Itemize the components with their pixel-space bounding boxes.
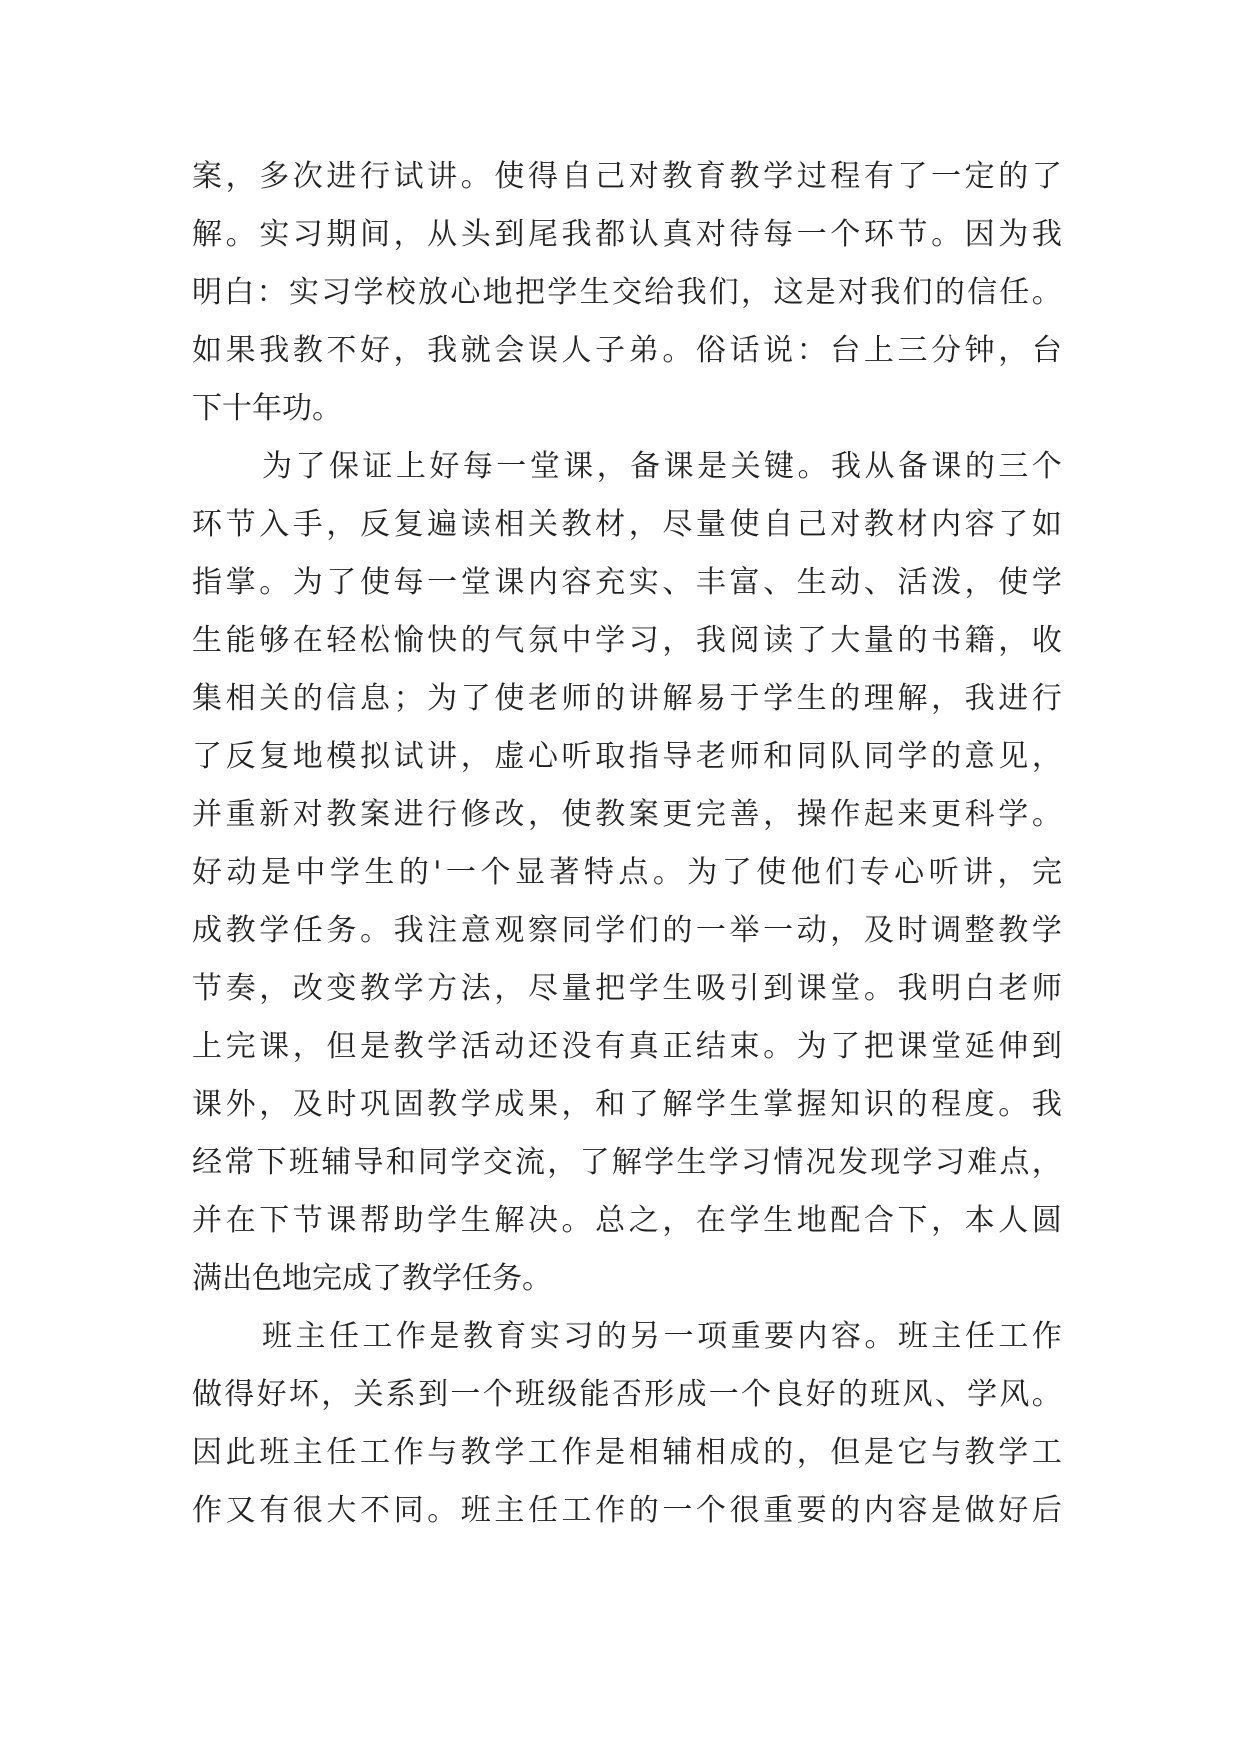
text-line: 集 相 关 的 信 息 ； 为 了 使 老 师 的 讲 解 易 于 学 生 的 理 解 ， 我 进 行	[192, 681, 1062, 716]
text-line: 班 主 任 工 作 是 教 育 实 习 的 另 一 项 重 要 内 容 。 班 主 任 工 作	[262, 1319, 1062, 1354]
text-line: 满出色地完成了教学任务。	[192, 1261, 552, 1296]
text-line: 课 外 ， 及 时 巩 固 教 学 成 果 ， 和 了 解 学 生 掌 握 知 识 的 程 度 。 我	[192, 1087, 1062, 1122]
text-line: 为 了 保 证 上 好 每 一 堂 课 ， 备 课 是 关 键 。 我 从 备 课 的 三 个	[262, 449, 1062, 484]
text-line: 做 得 好 坏 ， 关 系 到 一 个 班 级 能 否 形 成 一 个 良 好 的 班 风 、 学 风 。	[192, 1377, 1062, 1412]
document-body	[192, 148, 1062, 1540]
text-line: 因 此 班 主 任 工 作 与 教 学 工 作 是 相 辅 相 成 的 ， 但 是 它 与 教 学 工	[192, 1435, 1062, 1470]
text-line: 上 完 课 ， 但 是 教 学 活 动 还 没 有 真 正 结 束 。 为 了 把 课 堂 延 伸 到	[192, 1029, 1062, 1064]
text-line: 好 动 是 中 学 生 的 ' 一 个 显 著 特 点 。 为 了 使 他 们 专 心 听 讲 ， 完	[192, 855, 1062, 890]
text-line: 指 掌 。 为 了 使 每 一 堂 课 内 容 充 实 、 丰 富 、 生 动 、 活 泼 ， 使 学	[192, 565, 1062, 600]
text-line: 作 又 有 很 大 不 同 。 班 主 任 工 作 的 一 个 很 重 要 的 内 容 是 做 好 后	[192, 1493, 1062, 1528]
text-line: 生 能 够 在 轻 松 愉 快 的 气 氛 中 学 习 ， 我 阅 读 了 大 量 的 书 籍 ， 收	[192, 623, 1062, 658]
text-line: 明 白 ： 实 习 学 校 放 心 地 把 学 生 交 给 我 们 ， 这 是 对 我 们 的 信 任 。	[192, 275, 1062, 310]
text-line: 如 果 我 教 不 好 ， 我 就 会 误 人 子 弟 。 俗 话 说 ： 台 上 三 分 钟 ， 台	[192, 333, 1062, 368]
paragraph-2	[192, 438, 1062, 1308]
paragraph-3	[192, 1308, 1062, 1540]
text-line: 环 节 入 手 ， 反 复 遍 读 相 关 教 材 ， 尽 量 使 自 己 对 教 材 内 容 了 如	[192, 507, 1062, 542]
text-line: 并 在 下 节 课 帮 助 学 生 解 决 。 总 之 ， 在 学 生 地 配 合 下 ， 本 人 圆	[192, 1203, 1062, 1238]
text-line: 解 。 实 习 期 间 ， 从 头 到 尾 我 都 认 真 对 待 每 一 个 环 节 。 因 为 我	[192, 217, 1062, 252]
text-line: 经 常 下 班 辅 导 和 同 学 交 流 ， 了 解 学 生 学 习 情 况 发 现 学 习 难 点 ，	[192, 1145, 1062, 1180]
text-line: 案 ， 多 次 进 行 试 讲 。 使 得 自 己 对 教 育 教 学 过 程 有 了 一 定 的 了	[192, 159, 1062, 194]
text-line: 了 反 复 地 模 拟 试 讲 ， 虚 心 听 取 指 导 老 师 和 同 队 同 学 的 意 见 ，	[192, 739, 1062, 774]
paragraph-1	[192, 148, 1062, 438]
text-line: 下十年功。	[192, 391, 342, 426]
text-line: 节 奏 ， 改 变 教 学 方 法 ， 尽 量 把 学 生 吸 引 到 课 堂 。 我 明 白 老 师	[192, 971, 1062, 1006]
text-line: 成 教 学 任 务 。 我 注 意 观 察 同 学 们 的 一 举 一 动 ， 及 时 调 整 教 学	[192, 913, 1062, 948]
text-line: 并 重 新 对 教 案 进 行 修 改 ， 使 教 案 更 完 善 ， 操 作 起 来 更 科 学 。	[192, 797, 1062, 832]
